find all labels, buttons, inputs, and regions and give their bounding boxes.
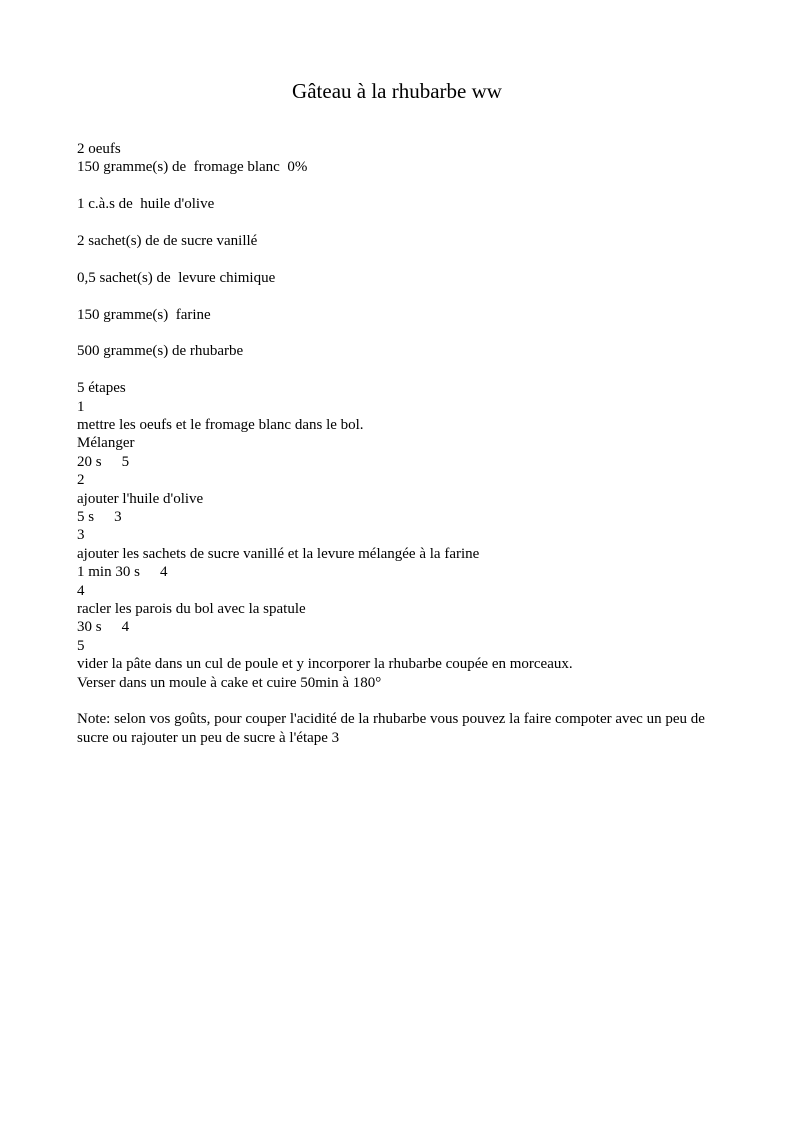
spacer [77, 287, 717, 305]
step-number: 3 [77, 527, 85, 544]
ingredient-line: 150 gramme(s) de fromage blanc 0% [77, 159, 308, 176]
step-time: 30 s [77, 619, 102, 636]
step-speed: 4 [121, 619, 130, 636]
step-text: racler les parois du bol avec la spatule [77, 601, 306, 618]
step-time: 1 min 30 s [77, 564, 140, 581]
step-timing [77, 453, 717, 471]
spacer [77, 250, 717, 268]
step-speed: 5 [121, 453, 130, 470]
spacer [77, 361, 717, 379]
steps-header: 5 étapes [77, 380, 126, 397]
step-timing [77, 508, 717, 526]
ingredient-line: 2 oeufs [77, 141, 121, 157]
step-number: 1 [77, 398, 85, 415]
spacer [77, 177, 717, 195]
recipe-title: Gâteau à la rhubarbe ww [292, 79, 502, 103]
spacer [77, 692, 717, 710]
step-time: 20 s [77, 453, 102, 470]
step-number: 2 [77, 472, 85, 489]
step-number: 4 [77, 582, 85, 599]
step-text: vider la pâte dans un cul de poule et y incorporer la rhubarbe coupée en morceaux. [77, 656, 573, 673]
ingredient-line: 1 c.à.s de huile d'olive [77, 196, 215, 213]
step-text: Verser dans un moule à cake et cuire 50min à 180° [77, 674, 382, 691]
spacer [77, 324, 717, 342]
recipe-note: Note: selon vos goûts, pour couper l'acidité de la rhubarbe vous pouvez la faire compoter avec un peu de sucre ou rajouter un peu de sucre à l'étape 3 [77, 711, 705, 746]
step-text: Mélanger [77, 435, 135, 452]
ingredient-line: 500 gramme(s) de rhubarbe [77, 343, 244, 360]
spacer [77, 214, 717, 232]
ingredient-line: 0,5 sachet(s) de levure chimique [77, 269, 276, 286]
ingredient-line: 2 sachet(s) de de sucre vanillé [77, 233, 258, 249]
step-speed: 4 [159, 564, 168, 581]
step-text: ajouter l'huile d'olive [77, 490, 204, 507]
step-text: ajouter les sachets de sucre vanillé et la levure mélangée à la farine [77, 545, 480, 562]
ingredient-line: 150 gramme(s) farine [77, 306, 211, 323]
step-time: 5 s [77, 509, 95, 526]
step-speed: 3 [114, 509, 122, 526]
step-timing [77, 563, 717, 581]
step-text: mettre les oeufs et le fromage blanc dans le bol. [77, 417, 364, 433]
step-number: 5 [77, 637, 85, 654]
step-timing [77, 618, 717, 636]
recipe-content [77, 140, 717, 747]
